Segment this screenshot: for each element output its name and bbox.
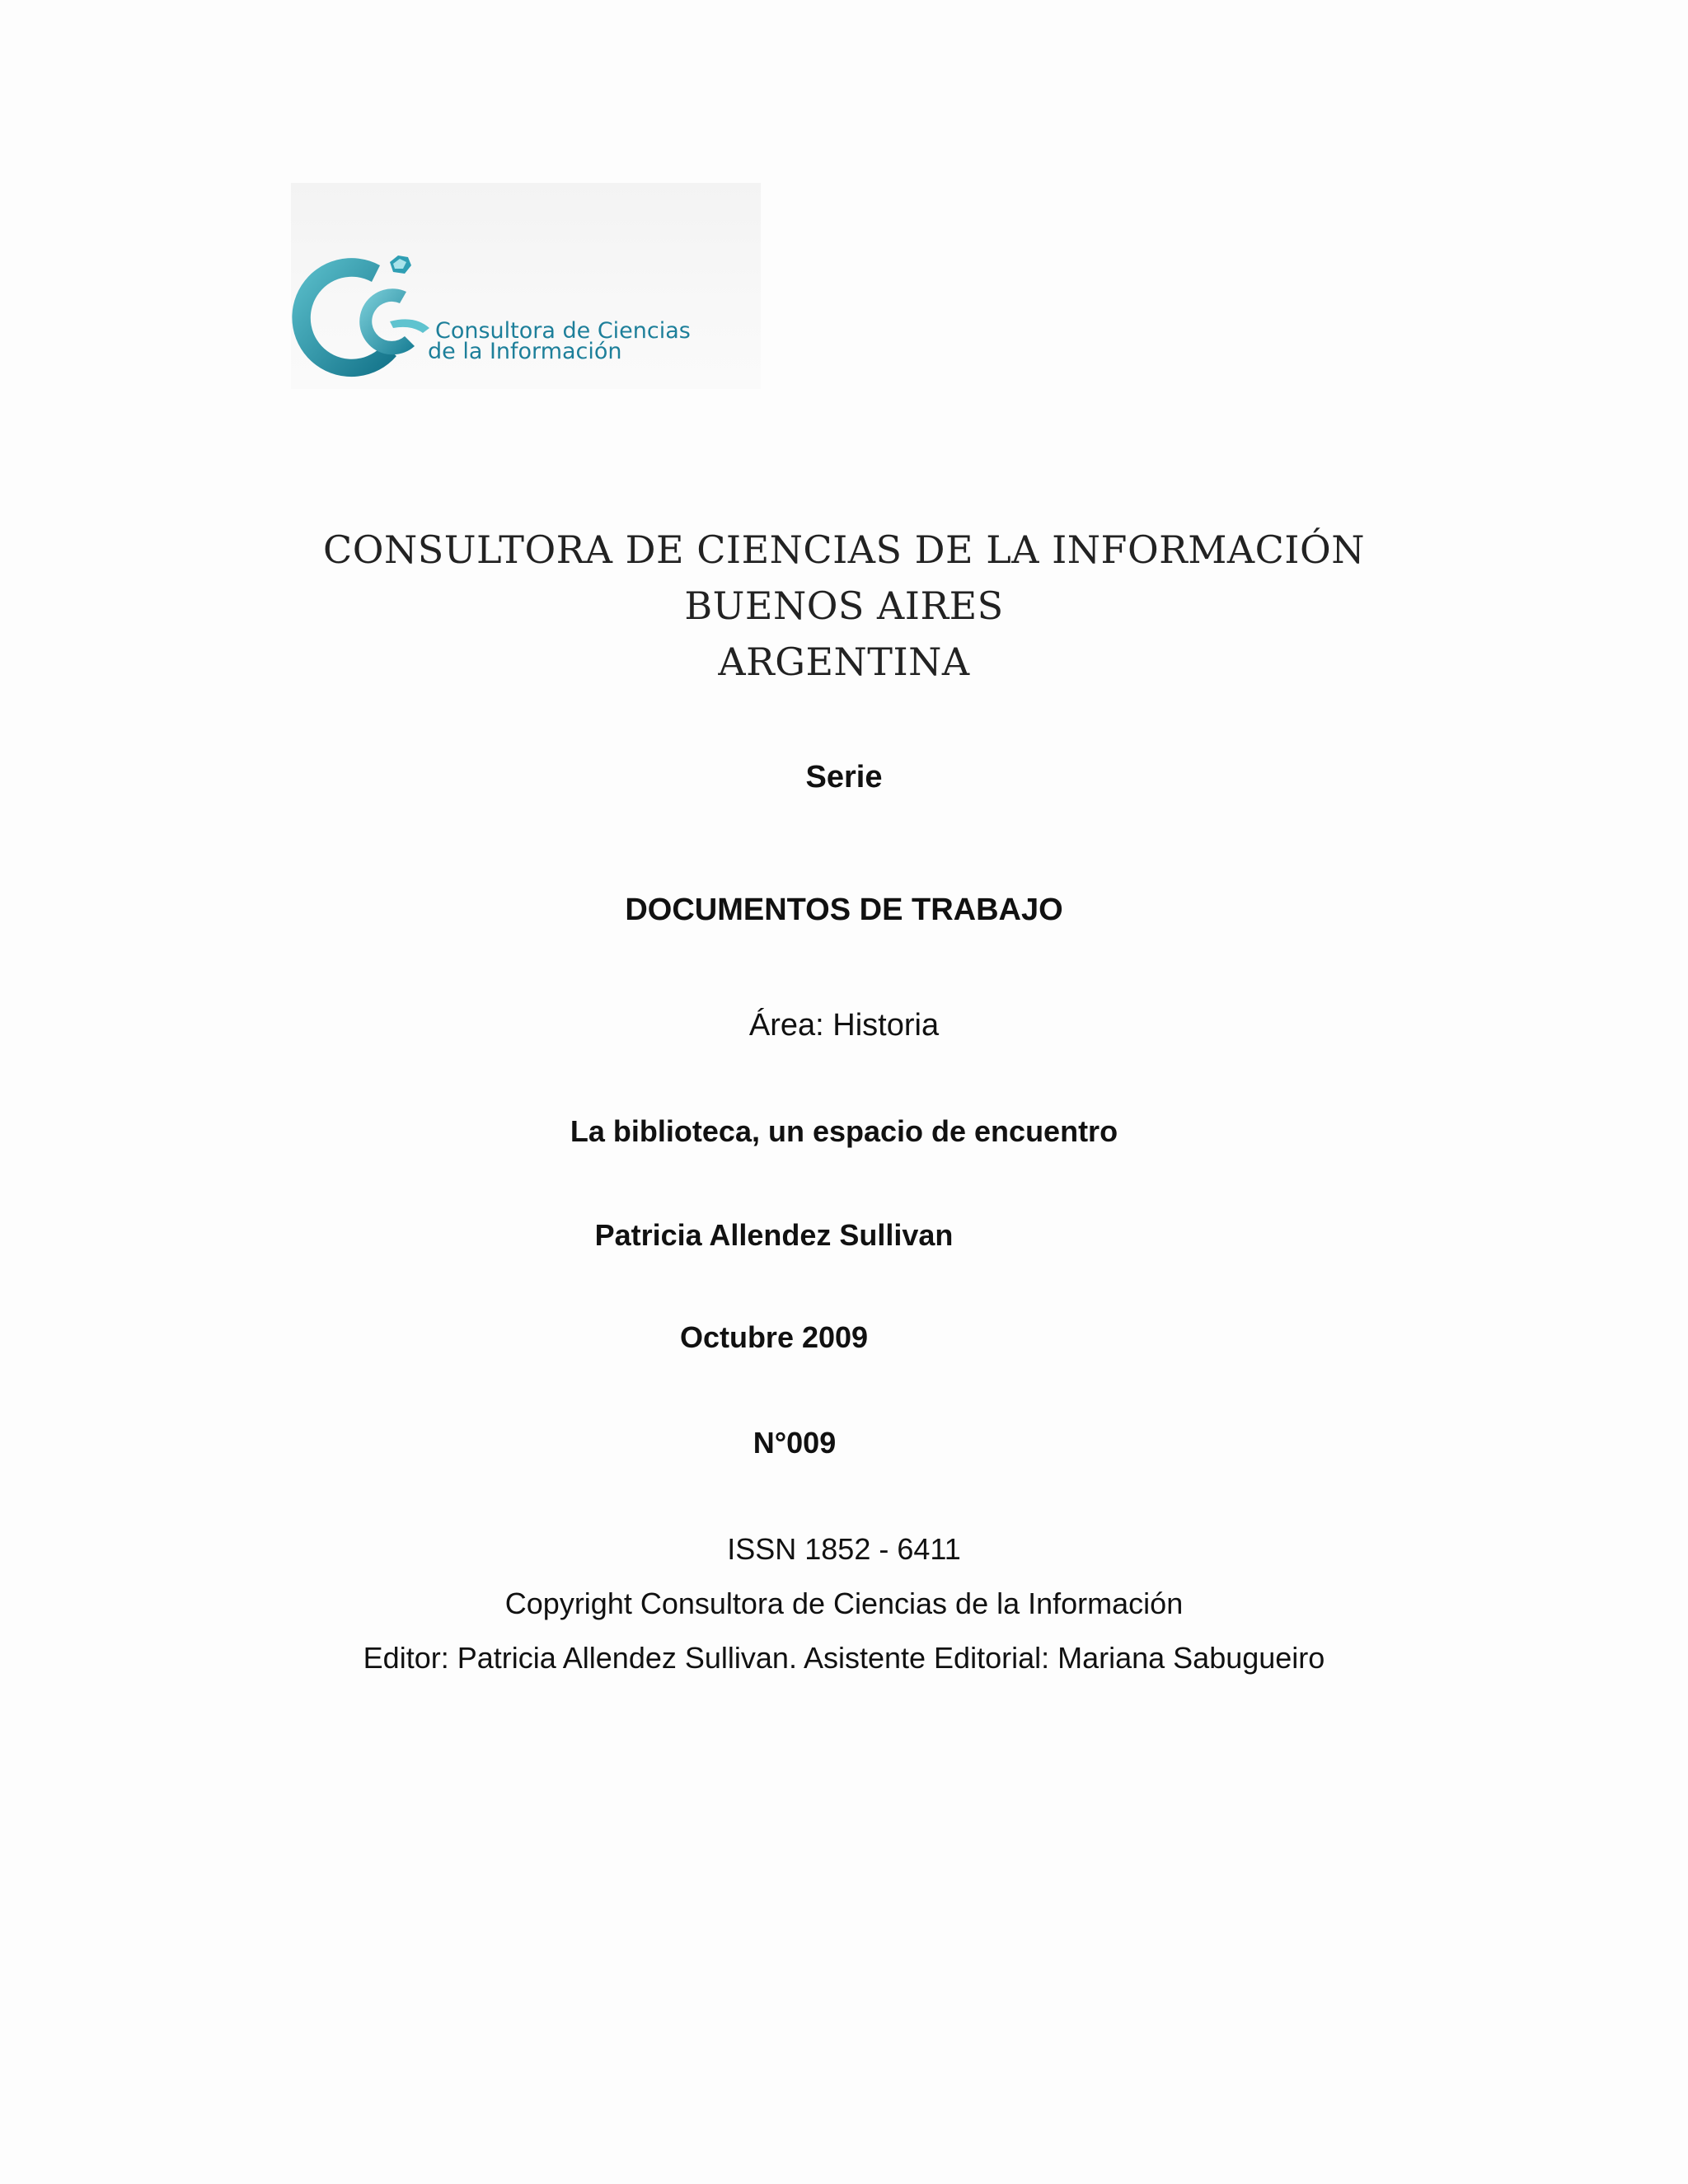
logo-text-line2: de la Información — [428, 339, 622, 364]
series-name: DOCUMENTOS DE TRABAJO — [625, 893, 1063, 927]
issn: ISSN 1852 - 6411 — [727, 1532, 961, 1566]
document-date: Octubre 2009 — [679, 1320, 869, 1354]
org-name: CONSULTORA DE CIENCIAS DE LA INFORMACIÓN — [323, 527, 1365, 572]
org-country: ARGENTINA — [718, 640, 970, 684]
copyright: Copyright Consultora de Ciencias de la Información — [504, 1586, 1184, 1620]
document-area: Área: Historia — [748, 1008, 940, 1043]
document-author: Patricia Allendez Sullivan — [594, 1218, 954, 1252]
series-label: Serie — [805, 760, 883, 794]
editor-credits: Editor: Patricia Allendez Sullivan. Asistente Editorial: Mariana Sabugueiro — [363, 1641, 1325, 1675]
logo — [291, 183, 761, 389]
document-number: N°009 — [753, 1426, 837, 1460]
org-city: BUENOS AIRES — [684, 583, 1004, 628]
logo-text-line1: Consultora de Ciencias — [435, 318, 691, 344]
document-title: La biblioteca, un espacio de encuentro — [570, 1114, 1118, 1148]
